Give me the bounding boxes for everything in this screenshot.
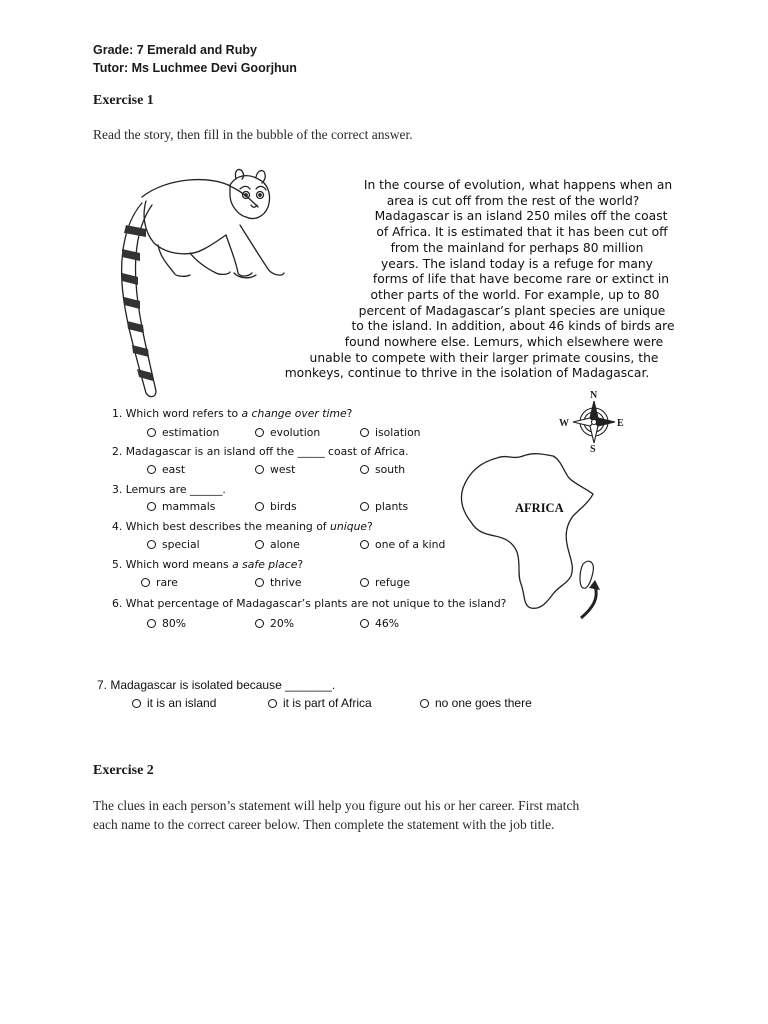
- story-line: In the course of evolution, what happens when an: [363, 178, 673, 192]
- option-2b[interactable]: west: [255, 463, 295, 476]
- option-3b[interactable]: birds: [255, 500, 297, 513]
- option-6c[interactable]: 46%: [360, 617, 399, 630]
- question-4: 4. Which best describes the meaning of unique?: [112, 520, 373, 533]
- exercise-2-line: The clues in each person’s statement will help you figure out his or her career. First match: [93, 798, 580, 813]
- story-line: to the island. In addition, about 46 kinds of birds are: [351, 319, 675, 334]
- exercise-1-title: Exercise 1: [93, 93, 154, 108]
- option-3c[interactable]: plants: [360, 500, 408, 513]
- option-1c[interactable]: isolation: [360, 426, 421, 439]
- grade-line: Grade: 7 Emerald and Ruby: [93, 43, 257, 57]
- story-line: from the mainland for perhaps 80 million: [390, 240, 644, 255]
- option-1b[interactable]: evolution: [255, 426, 320, 439]
- option-7a[interactable]: it is an island: [132, 696, 216, 710]
- option-2a[interactable]: east: [147, 463, 185, 476]
- option-5a[interactable]: rare: [141, 576, 178, 589]
- compass-e: E: [617, 418, 624, 429]
- compass-w: W: [559, 418, 569, 429]
- story-line: percent of Madagascar’s plant species are unique: [358, 303, 666, 318]
- story-line: monkeys, continue to thrive in the isolation of Madagascar.: [284, 366, 650, 381]
- africa-label: AFRICA: [515, 501, 564, 515]
- question-2: 2. Madagascar is an island off the _____ coast of Africa.: [112, 445, 409, 458]
- option-6a[interactable]: 80%: [147, 617, 186, 630]
- story-line: unable to compete with their larger primate cousins, the: [309, 350, 659, 365]
- story-passage: [188, 178, 728, 382]
- exercise-2-instructions: [93, 797, 673, 834]
- option-6b[interactable]: 20%: [255, 617, 294, 630]
- option-1a[interactable]: estimation: [147, 426, 219, 439]
- exercise-2-line: each name to the correct career below. Then complete the statement with the job title.: [93, 816, 555, 832]
- option-5b[interactable]: thrive: [255, 576, 302, 589]
- compass-rose: [555, 387, 630, 453]
- story-line: of Africa. It is estimated that it has been cut off: [376, 225, 668, 240]
- option-3a[interactable]: mammals: [147, 500, 215, 513]
- story-line: forms of life that have become rare or extinct in: [372, 272, 670, 287]
- compass-s: S: [590, 444, 596, 453]
- option-7b[interactable]: it is part of Africa: [268, 696, 372, 710]
- option-5c[interactable]: refuge: [360, 576, 410, 589]
- question-6: 6. What percentage of Madagascar’s plants are not unique to the island?: [112, 597, 507, 610]
- option-4a[interactable]: special: [147, 538, 200, 551]
- question-3: 3. Lemurs are ______.: [112, 483, 226, 496]
- question-7: 7. Madagascar is isolated because _______.: [97, 678, 336, 692]
- question-5: 5. Which word means a safe place?: [112, 558, 304, 571]
- compass-n: N: [590, 390, 598, 401]
- tutor-line: Tutor: Ms Luchmee Devi Goorjhun: [93, 61, 297, 75]
- story-line: Madagascar is an island 250 miles off the coast: [374, 209, 668, 224]
- story-line: years. The island today is a refuge for many: [381, 256, 653, 271]
- question-1: 1. Which word refers to a change over time?: [112, 407, 353, 420]
- story-line: area is cut off from the rest of the world?: [386, 193, 640, 208]
- exercise-2-title: Exercise 2: [93, 763, 154, 778]
- option-7c[interactable]: no one goes there: [420, 696, 532, 710]
- story-line: found nowhere else. Lemurs, which elsewhere were: [344, 335, 664, 350]
- option-4b[interactable]: alone: [255, 538, 300, 551]
- option-4c[interactable]: one of a kind: [360, 538, 445, 551]
- exercise-1-instruction: Read the story, then fill in the bubble of the correct answer.: [93, 127, 413, 142]
- story-line: other parts of the world. For example, up to 80: [370, 287, 660, 302]
- option-2c[interactable]: south: [360, 463, 405, 476]
